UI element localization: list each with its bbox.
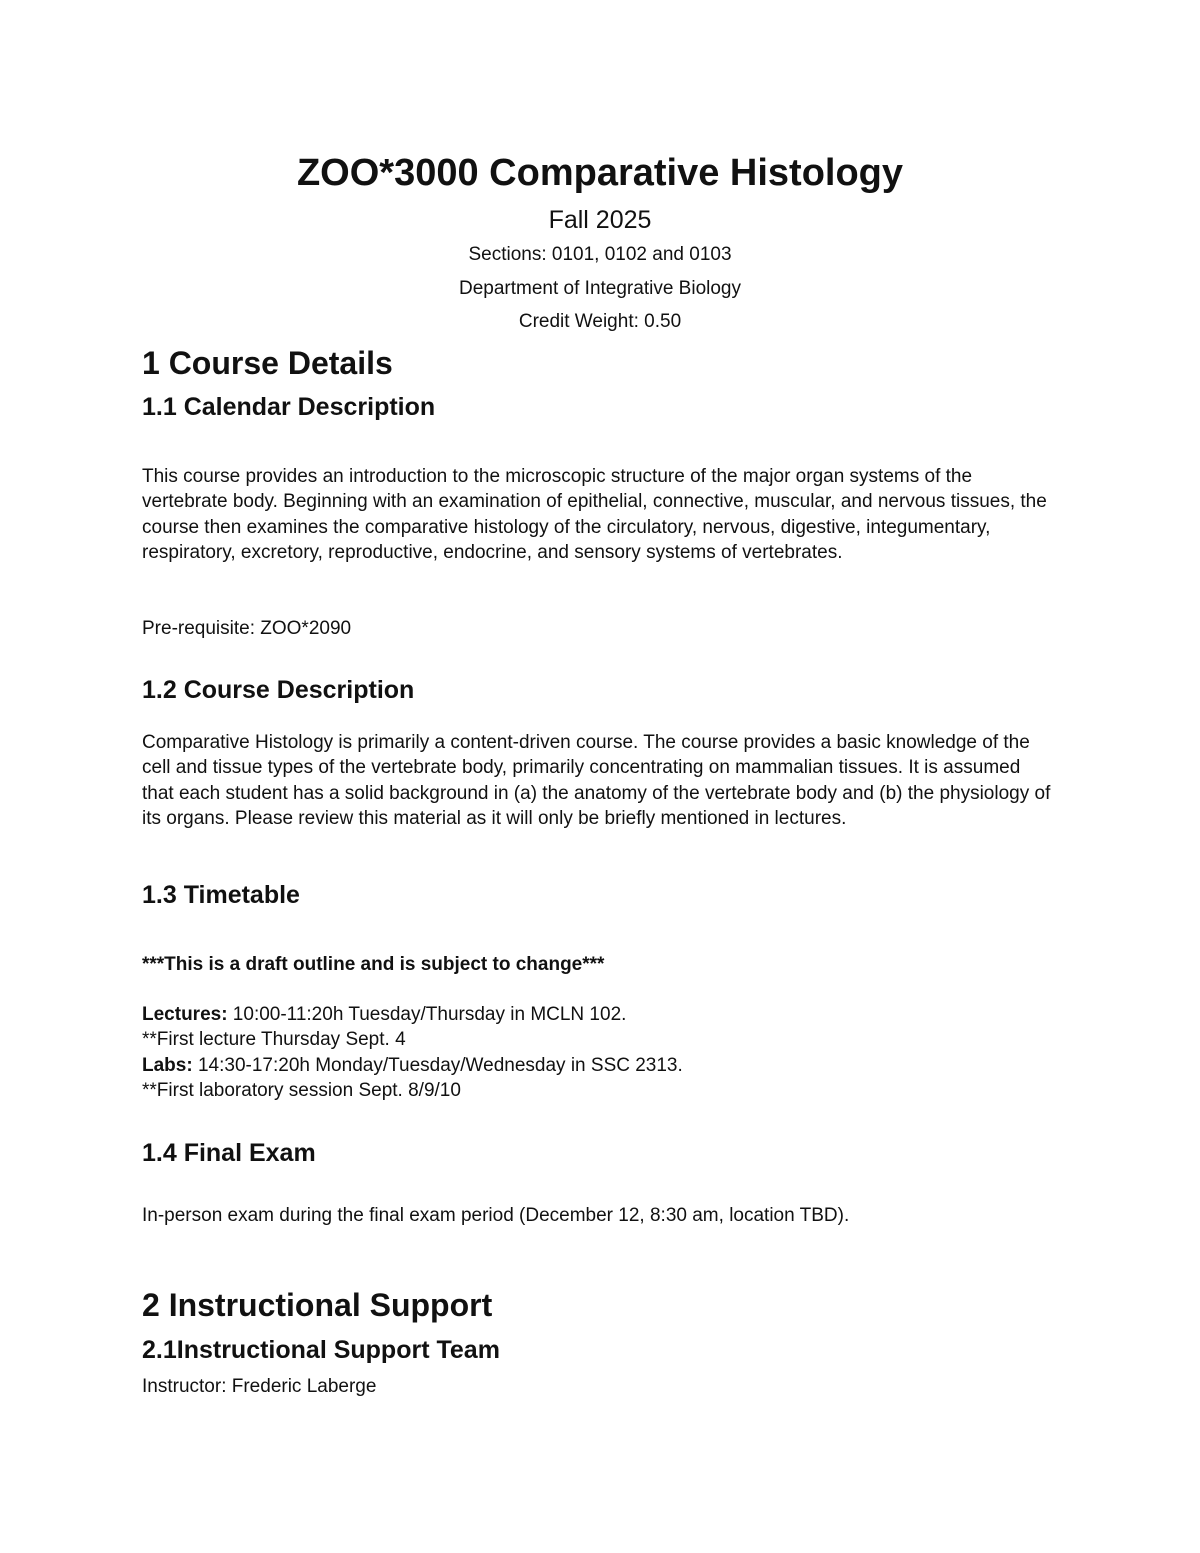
timetable-details xyxy=(142,1002,1062,1104)
section-heading-course-details: 1 Course Details xyxy=(142,345,393,381)
subsection-heading-calendar-description: 1.1 Calendar Description xyxy=(142,393,436,421)
lectures-text: 10:00-11:20h Tuesday/Thursday in MCLN 102. xyxy=(227,1004,627,1025)
final-exam-text: In-person exam during the final exam period (December 12, 8:30 am, location TBD). xyxy=(142,1205,850,1226)
labs-line xyxy=(142,1053,1062,1078)
course-sections: Sections: 0101, 0102 and 0103 xyxy=(468,244,732,265)
subsection-heading-support-team: 2.1Instructional Support Team xyxy=(142,1336,500,1364)
first-lecture-line: **First lecture Thursday Sept. 4 xyxy=(142,1029,406,1051)
course-term: Fall 2025 xyxy=(548,206,652,234)
prerequisite-text: Pre-requisite: ZOO*2090 xyxy=(142,618,352,639)
calendar-description-text: This course provides an introduction to the microscopic structure of the major organ systems of the vertebrate body. Beginning with an examination of epithelial, connective, muscular, and nervous tissues, the course then examines the comparative histology of the circulatory, nervous, digestive, integumentary, respiratory, excretory, reproductive, endocrine, and sensory systems of vertebrates. xyxy=(142,466,1047,564)
course-description-text: Comparative Histology is primarily a content-driven course. The course provides a basic knowledge of the cell and tissue types of the vertebrate body, primarily concentrating on mammalian tissues. It is assumed that each student has a solid background in (a) the anatomy of the vertebrate body and (b) the physiology of its organs. Please review this material as it will only be briefly mentioned in lectures. xyxy=(142,732,1051,830)
instructor-text: Instructor: Frederic Laberge xyxy=(142,1376,377,1397)
first-lab-line: **First laboratory session Sept. 8/9/10 xyxy=(142,1080,461,1102)
subsection-heading-timetable: 1.3 Timetable xyxy=(142,881,300,909)
labs-label: Labs: xyxy=(142,1054,193,1076)
subsection-heading-course-description: 1.2 Course Description xyxy=(142,676,415,704)
lectures-line xyxy=(142,1002,1062,1027)
section-heading-instructional-support: 2 Instructional Support xyxy=(142,1287,493,1323)
course-title: ZOO*3000 Comparative Histology xyxy=(296,152,904,194)
draft-notice-text: ***This is a draft outline and is subject to change*** xyxy=(142,954,605,975)
subsection-heading-final-exam: 1.4 Final Exam xyxy=(142,1139,316,1167)
course-department: Department of Integrative Biology xyxy=(459,278,741,299)
course-credit-weight: Credit Weight: 0.50 xyxy=(518,311,682,332)
lectures-label: Lectures: xyxy=(142,1004,228,1025)
labs-text: 14:30-17:20h Monday/Tuesday/Wednesday in SSC 2313. xyxy=(192,1054,683,1076)
draft-notice xyxy=(142,952,1062,977)
